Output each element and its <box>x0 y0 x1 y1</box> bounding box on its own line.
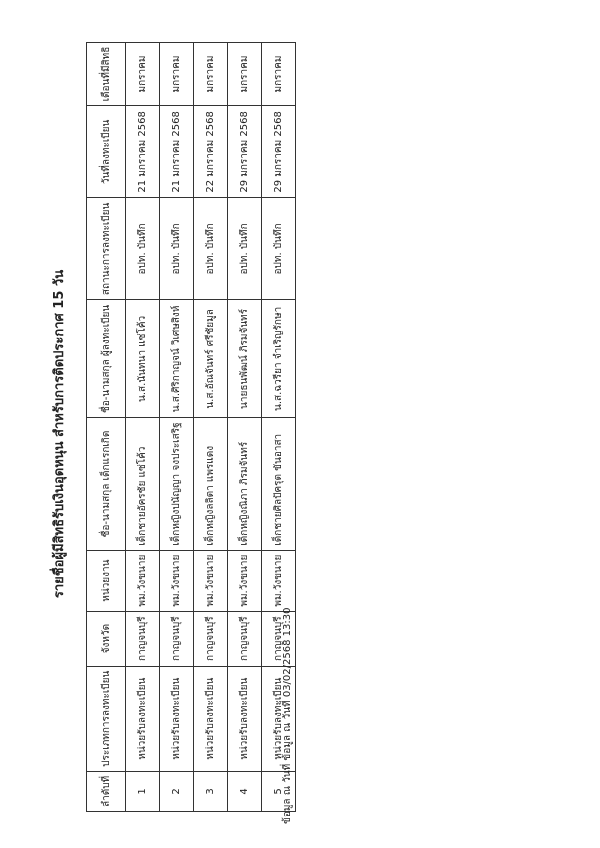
registration-table <box>86 42 296 812</box>
cell-eligible-month: มกราคม <box>262 42 296 106</box>
table-row <box>126 42 160 811</box>
header-registrant-name: ชื่อ-นามสกุล ผู้ลงทะเบียน <box>87 300 126 418</box>
header-registration-type: ประเภทการลงทะเบียน <box>87 666 126 771</box>
cell-province: กาญจนบุรี <box>262 611 296 666</box>
cell-agency: พม.วังขนาย <box>160 550 194 611</box>
cell-registration-status: อปท. บันทึก <box>160 198 194 300</box>
cell-registration-date: 21 มกราคม 2568 <box>126 106 160 198</box>
table-header-row <box>87 42 126 811</box>
cell-index: 4 <box>228 771 262 811</box>
cell-registrant-name: น.ส.อัณจันทร์ ศรีชัยมูล <box>194 300 228 418</box>
cell-registrant-name: น.ส.ศิริกาญจน์ วิเศษสิงห์ <box>160 300 194 418</box>
cell-registration-date: 29 มกราคม 2568 <box>262 106 296 198</box>
cell-index: 1 <box>126 771 160 811</box>
cell-child-name: เด็กชายศิลปัครุต ขันอาสา <box>262 418 296 550</box>
cell-index: 5 <box>262 771 296 811</box>
cell-registration-status: อปท. บันทึก <box>194 198 228 300</box>
cell-registration-date: 21 มกราคม 2568 <box>160 106 194 198</box>
cell-province: กาญจนบุรี <box>126 611 160 666</box>
header-child-name: ชื่อ-นามสกุล เด็กแรกเกิด <box>87 418 126 550</box>
document-title: รายชื่อผู้มีสิทธิรับเงินอุดหนุน สำหรับการติดประกาศ 15 วัน <box>52 269 67 599</box>
cell-eligible-month: มกราคม <box>194 42 228 106</box>
cell-agency: พม.วังขนาย <box>228 550 262 611</box>
cell-registration-type: หน่วยรับลงทะเบียน <box>228 666 262 771</box>
cell-eligible-month: มกราคม <box>160 42 194 106</box>
cell-registration-type: หน่วยรับลงทะเบียน <box>160 666 194 771</box>
cell-registrant-name: นายธนพัฒน์ ภิรมจันทร์ <box>228 300 262 418</box>
data-timestamp-note: ข้อมูล ณ วันที่ ข้อมูล ณ วันที่ 03/02/2568 13:30 <box>282 607 293 824</box>
header-registration-status: สถานะการลงทะเบียน <box>87 198 126 300</box>
header-province: จังหวัด <box>87 611 126 666</box>
cell-agency: พม.วังขนาย <box>126 550 160 611</box>
cell-province: กาญจนบุรี <box>160 611 194 666</box>
cell-registration-type: หน่วยรับลงทะเบียน <box>126 666 160 771</box>
cell-registration-status: อปท. บันทึก <box>262 198 296 300</box>
table-row <box>194 42 228 811</box>
cell-registration-date: 22 มกราคม 2568 <box>194 106 228 198</box>
cell-child-name: เด็กหญิงลลิตา แพรแดง <box>194 418 228 550</box>
table-row <box>228 42 262 811</box>
cell-registration-type: หน่วยรับลงทะเบียน <box>194 666 228 771</box>
cell-province: กาญจนบุรี <box>228 611 262 666</box>
cell-agency: พม.วังขนาย <box>262 550 296 611</box>
header-registration-date: วันที่ลงทะเบียน <box>87 106 126 198</box>
cell-index: 2 <box>160 771 194 811</box>
cell-province: กาญจนบุรี <box>194 611 228 666</box>
cell-registration-status: อปท. บันทึก <box>126 198 160 300</box>
cell-index: 3 <box>194 771 228 811</box>
rotated-document <box>48 34 568 834</box>
cell-agency: พม.วังขนาย <box>194 550 228 611</box>
header-index: ลำดับที่ <box>87 771 126 811</box>
cell-child-name: เด็กหญิงณิภา ภิรมจันทร์ <box>228 418 262 550</box>
cell-registrant-name: น.ส.ฉวรียา จำเริญรักษา <box>262 300 296 418</box>
cell-registration-date: 29 มกราคม 2568 <box>228 106 262 198</box>
cell-eligible-month: มกราคม <box>126 42 160 106</box>
cell-registration-type: หน่วยรับลงทะเบียน <box>262 666 296 771</box>
table-row <box>160 42 194 811</box>
header-agency: หน่วยงาน <box>87 550 126 611</box>
cell-child-name: เด็กหญิงปนัญญา จงประเสริฐ <box>160 418 194 550</box>
cell-eligible-month: มกราคม <box>228 42 262 106</box>
cell-registration-status: อปท. บันทึก <box>228 198 262 300</box>
cell-registrant-name: น.ส.นันทนา แซ่โค้ว <box>126 300 160 418</box>
header-eligible-month: เดือนที่มีสิทธิ <box>87 42 126 106</box>
cell-child-name: เด็กชายอัครชัย แซ่โค้ว <box>126 418 160 550</box>
